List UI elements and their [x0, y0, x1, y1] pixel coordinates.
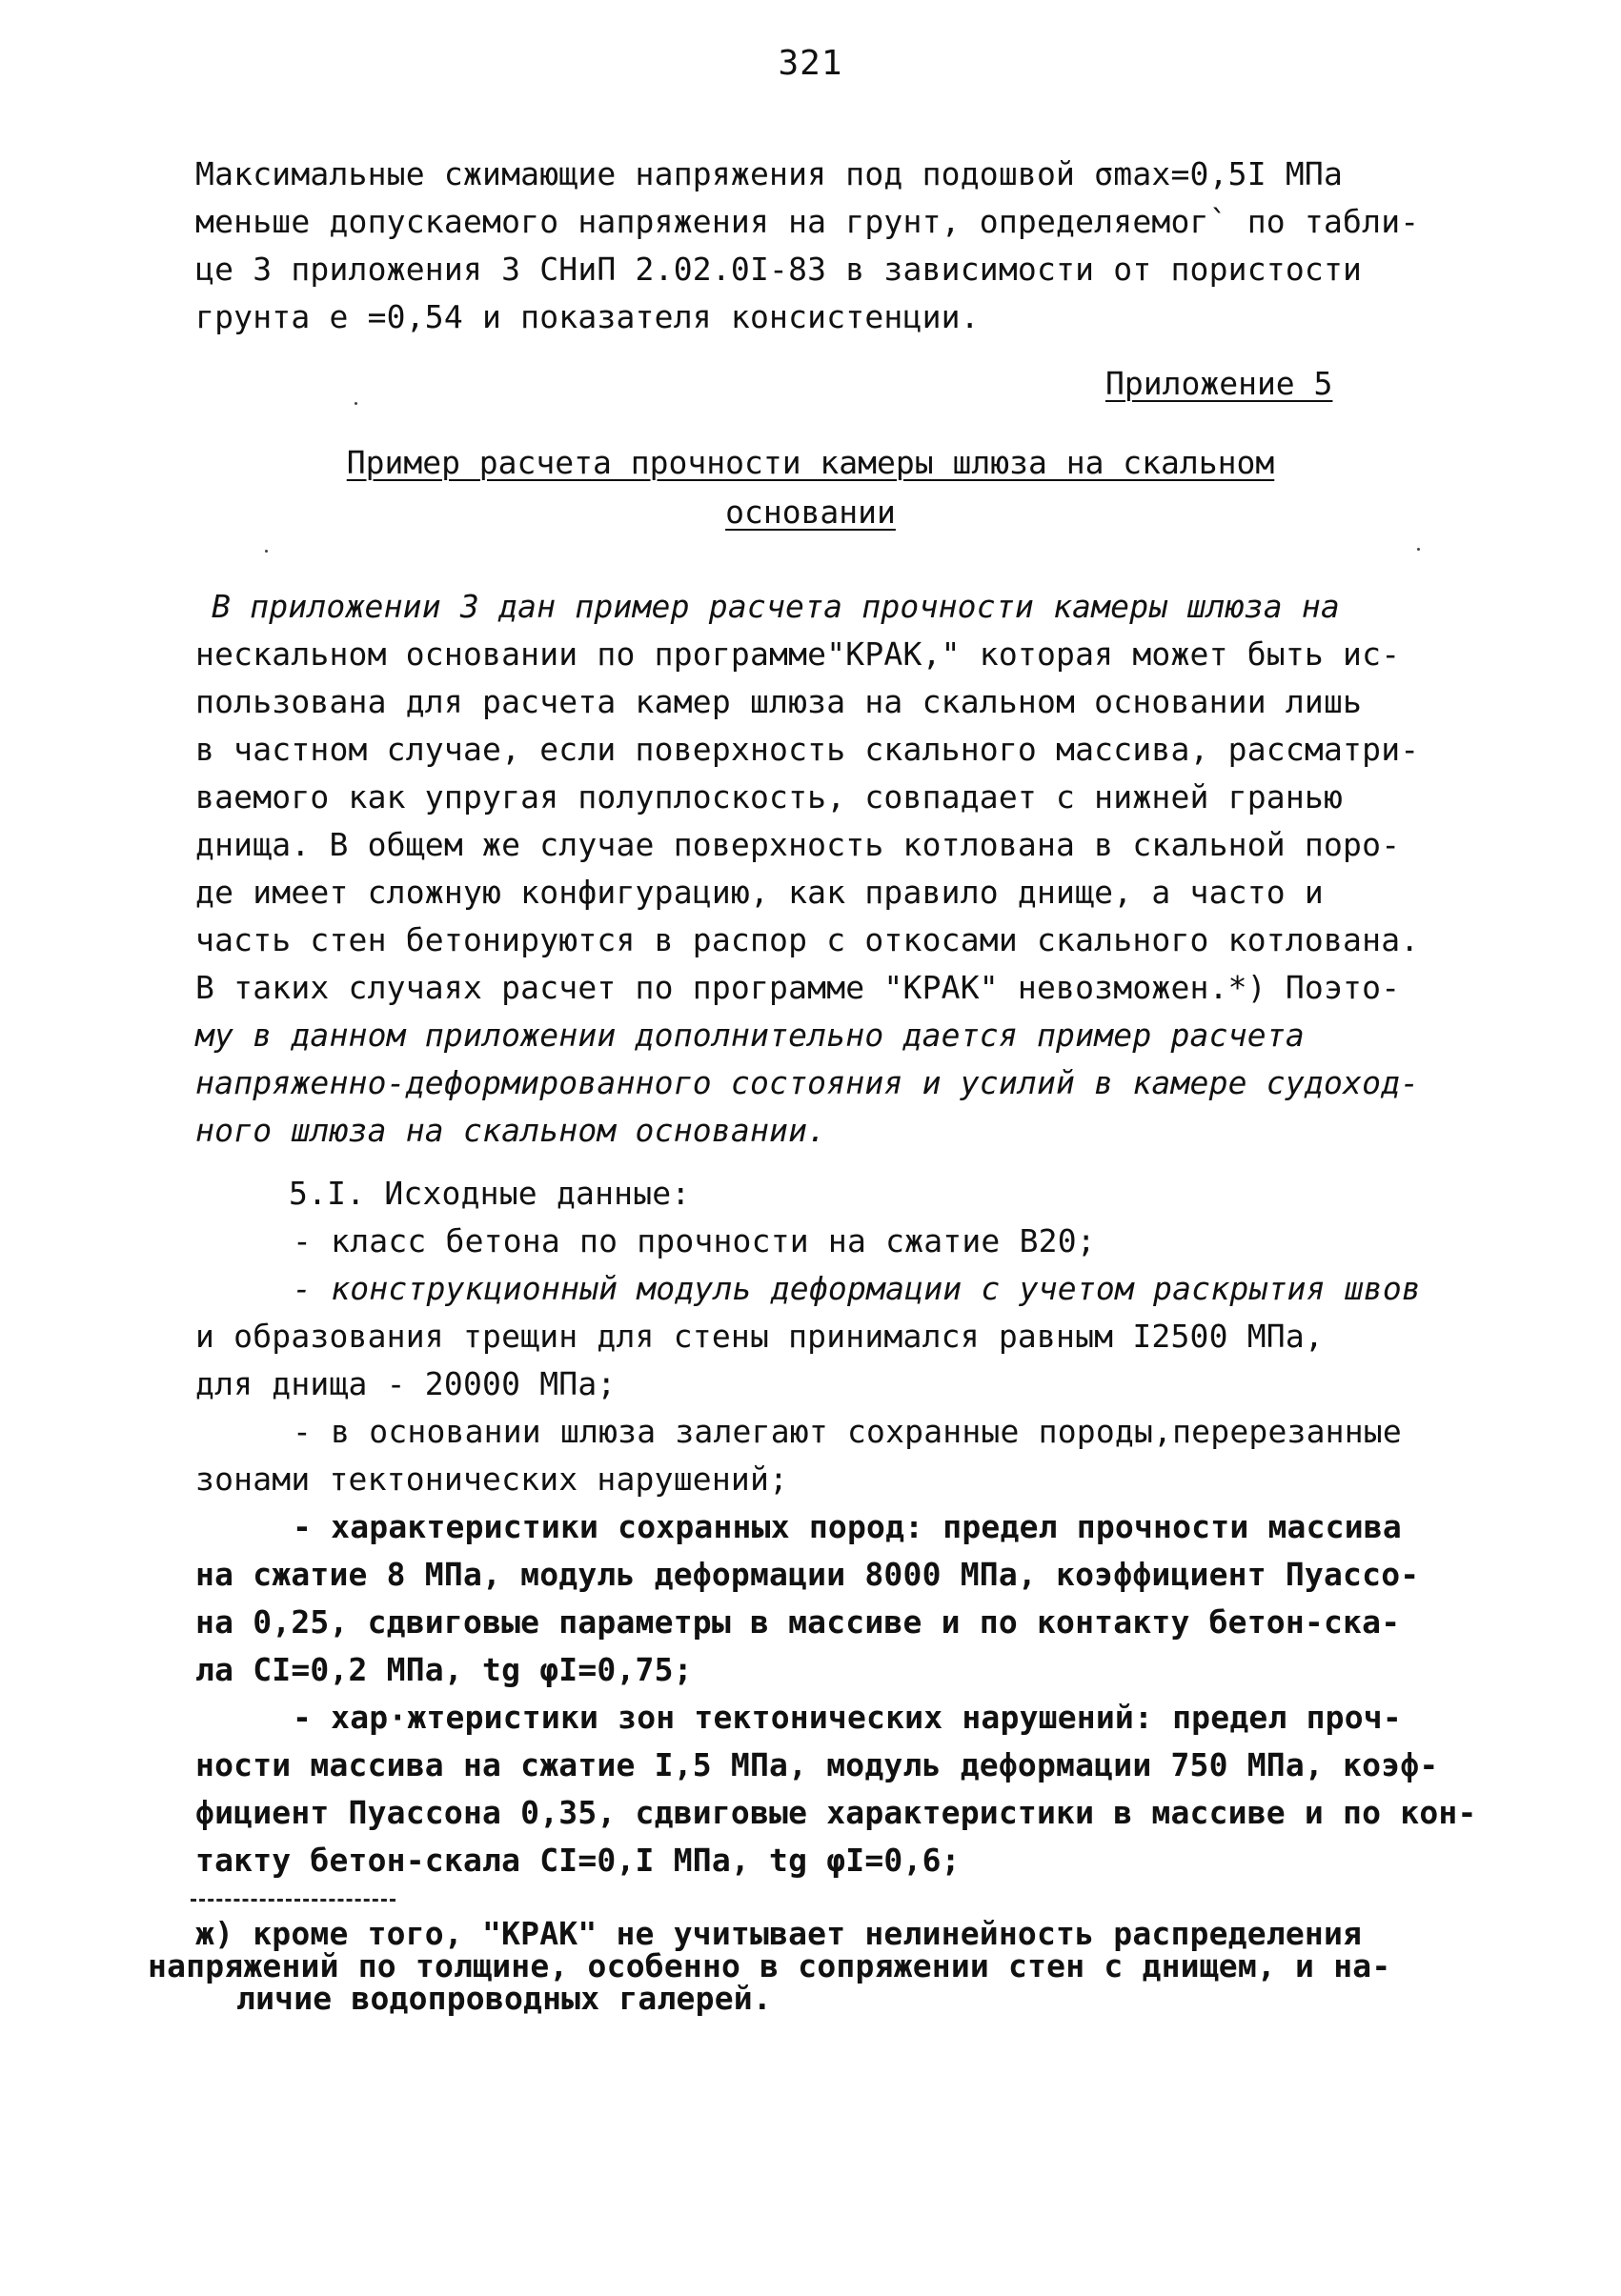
appendix-label: Приложение 5	[1105, 365, 1333, 402]
body-line: В таких случаях расчет по программе "КРАК" невозможен.*) Поэто-	[195, 969, 1401, 1006]
input-item-line: ности массива на сжатие I,5 МПа, модуль деформации 750 МПа, коэф-	[195, 1746, 1439, 1783]
body-line: ного шлюза на скальном основании.	[195, 1112, 827, 1149]
body-line: в частном случае, если поверхность скального массива, рассматри-	[195, 731, 1420, 768]
intro-paragraph	[195, 151, 1434, 341]
input-data-section	[195, 1170, 1477, 1884]
input-item-line: и образования трещин для стены принимался равным I2500 МПа,	[195, 1318, 1324, 1355]
input-item-line: на 0,25, сдвиговые параметры в массиве и по контакту бетон-ска-	[195, 1603, 1401, 1641]
body-line: нескальном основании по программе"КРАК," которая может быть ис-	[195, 635, 1401, 673]
intro-line: це 3 приложения 3 СНиП 2.02.0I-83 в зависимости от пористости	[195, 251, 1363, 288]
input-item-line: такту бетон-скала CI=0,I МПа, tg φI=0,6;	[195, 1842, 961, 1879]
footnote-line: личие водопроводных галерей.	[236, 1980, 772, 2017]
intro-line: грунта e =0,54 и показателя консистенции.	[195, 298, 980, 335]
input-item-line: для днища - 20000 МПа;	[195, 1365, 617, 1402]
body-line: му в данном приложении дополнительно дается пример расчета	[195, 1017, 1305, 1054]
input-item-line: - характеристики сохранных пород: предел прочности массива	[293, 1508, 1402, 1545]
intro-line: меньше допускаемого напряжения на грунт, определяемог` по табли-	[195, 203, 1420, 240]
input-item-line: фициент Пуассона 0,35, сдвиговые характеристики в массиве и по кон-	[195, 1794, 1477, 1831]
section-title-line: Пример расчета прочности камеры шлюза на скальном	[346, 444, 1275, 481]
input-data-heading: 5.I. Исходные данные:	[289, 1175, 691, 1212]
section-title-line: основании	[725, 493, 896, 531]
footnote-divider	[191, 1899, 395, 1902]
body-paragraph	[195, 583, 1434, 1155]
footnote-line: напряжений по толщине, особенно в сопряжении стен с днищем, и на-	[148, 1947, 1391, 1984]
body-line: напряженно-деформированного состояния и усилий в камере судоход-	[195, 1064, 1420, 1101]
body-line: В приложении 3 дан пример расчета прочности камеры шлюза на	[212, 588, 1340, 625]
footnote-line: ж) кроме того, "КРАК" не учитывает нелинейность распределения	[195, 1915, 1363, 1952]
body-line: пользована для расчета камер шлюза на скальном основании лишь	[195, 683, 1363, 720]
intro-line: Максимальные сжимающие напряжения под подошвой σmax=0,5I МПа	[195, 155, 1344, 192]
input-item-line: - в основании шлюза залегают сохранные породы,перерезанные	[293, 1413, 1402, 1450]
input-item-line: на сжатие 8 МПа, модуль деформации 8000 МПа, коэффициент Пуассо-	[195, 1556, 1420, 1593]
input-item-line: - хар·жтеристики зон тектонических нарушений: предел проч-	[293, 1699, 1402, 1736]
input-item-line: - класс бетона по прочности на сжатие В20;	[293, 1222, 1096, 1259]
footnote	[143, 1915, 1439, 2017]
input-item-line: зонами тектонических нарушений;	[195, 1460, 789, 1498]
body-line: часть стен бетонируются в распор с откосами скального котлована.	[195, 921, 1420, 958]
scan-speck	[355, 402, 357, 405]
scan-speck	[265, 550, 268, 553]
scan-speck	[1417, 548, 1420, 551]
input-item-line: - конструкционный модуль деформации с учетом раскрытия швов	[293, 1270, 1421, 1307]
input-item-line: ла CI=0,2 МПа, tg φI=0,75;	[195, 1651, 693, 1688]
page-number: 321	[778, 44, 843, 83]
body-line: днища. В общем же случае поверхность котлована в скальной поро-	[195, 826, 1401, 863]
body-line: де имеет сложную конфигурацию, как правило днище, а часто и	[195, 874, 1324, 911]
section-title	[0, 438, 1621, 537]
body-line: ваемого как упругая полуплоскость, совпадает с нижней гранью	[195, 778, 1344, 816]
